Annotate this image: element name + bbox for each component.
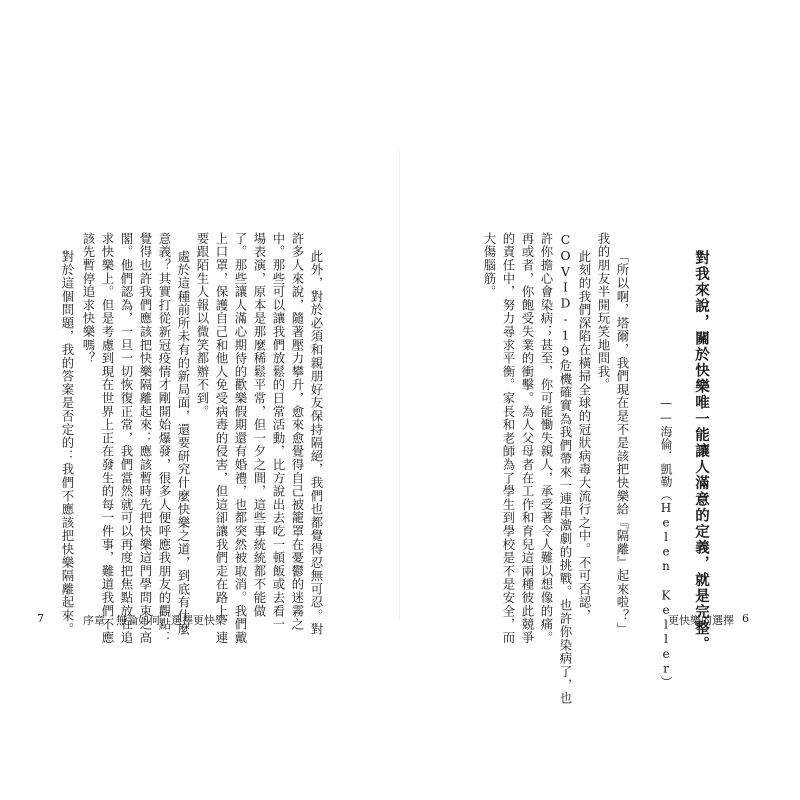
right-running-head: 更快樂的選擇 [668,614,734,627]
left-body-line-7: 要跟陌生人報以微笑都辦不到。 [195,232,210,419]
left-body-line-10: 覺得也許我們應該把快樂隔離起來：應該暫時先把快樂這門學問束之高 [138,232,153,645]
right-body-line-8: 大傷腦筋。 [482,232,497,299]
right-body-line-7: 的責任中，努力尋求平衡。家長和老師為了學生到學校是不是安全，而 [501,232,516,645]
right-body-line-3: 此刻的我們深陷在橫掃全球的冠狀病毒大流行之中。不可否認， [577,250,592,623]
quote-attribution: ——海倫．凱勒（Helen Keller） [659,396,673,689]
left-body-line-6: 上口罩，保護自己和他人免受病毒的侵害，但這卻讓我們走在路上，連 [214,232,229,645]
left-body-line-3: 中。那些可以讓我們放鬆的日常活動，比方說出去吃一頓飯或去看一 [271,232,286,631]
right-page-number: 6 [742,612,749,625]
left-body-line-11: 閣。他們認為，一旦一切恢復正常，我們當然就可以再度把焦點放在追 [119,232,134,645]
left-body-line-4: 場表演，原本是那麼稀鬆平常，但一夕之間，這些事統統都不能做 [252,232,267,618]
left-body-line-14: 對於這個問題，我的答案是否定的：我們不應該把快樂隔離起來。 [60,250,75,636]
left-body-line-8: 處於這種前所未有的新局面，還要研究什麼快樂之道，到底有什麼 [176,250,191,636]
right-body-line-5: 許你擔心會染病；甚至，你可能慟失親人，承受著令人難以想像的痛。 [539,232,554,645]
right-body-line-6: 再或者，你飽受失業的衝擊。為人父母者在工作和育兒這兩種彼此競爭 [520,232,535,645]
left-running-head: 序章 無論如何，選擇更快樂 [83,614,226,627]
chapter-quote-heading: 對我來說，關於快樂唯一能讓人滿意的定義，就是完整。 [693,250,710,653]
left-body-line-1: 此外，對於必須和親朋好友保持隔絕，我們也都覺得忍無可忍。對 [309,250,324,636]
left-body-line-12: 求快樂上。但是考慮到現在世界上正在發生的每一件事，難道我們不應 [100,232,115,645]
right-body-line-4: COVID-19危機確實為我們帶來一連串激劇的挑戰。也許你染病了，也 [558,232,573,705]
left-body-line-2: 許多人來說，隨著壓力攀升，愈來愈覺得自己被籠罩在憂鬱的迷霧之 [290,232,305,631]
left-body-line-9: 意義？其實打從新冠疫情才剛開始爆發，很多人便呼應我朋友的觀點： [157,232,172,645]
left-body-line-13: 該先暫停追求快樂嗎？ [81,232,96,365]
right-body-line-1: 「所以啊，塔爾，我們現在是不是該把快樂給『隔離』起來啦？」 [615,250,630,636]
left-body-line-5: 了。那些讓人滿心期待的歡樂假期還有婚禮，也都突然被取消。我們戴 [233,232,248,645]
right-body-line-2: 我的朋友半開玩笑地問我。 [596,232,611,392]
left-page-number: 7 [37,612,44,625]
page-gutter [399,150,400,620]
